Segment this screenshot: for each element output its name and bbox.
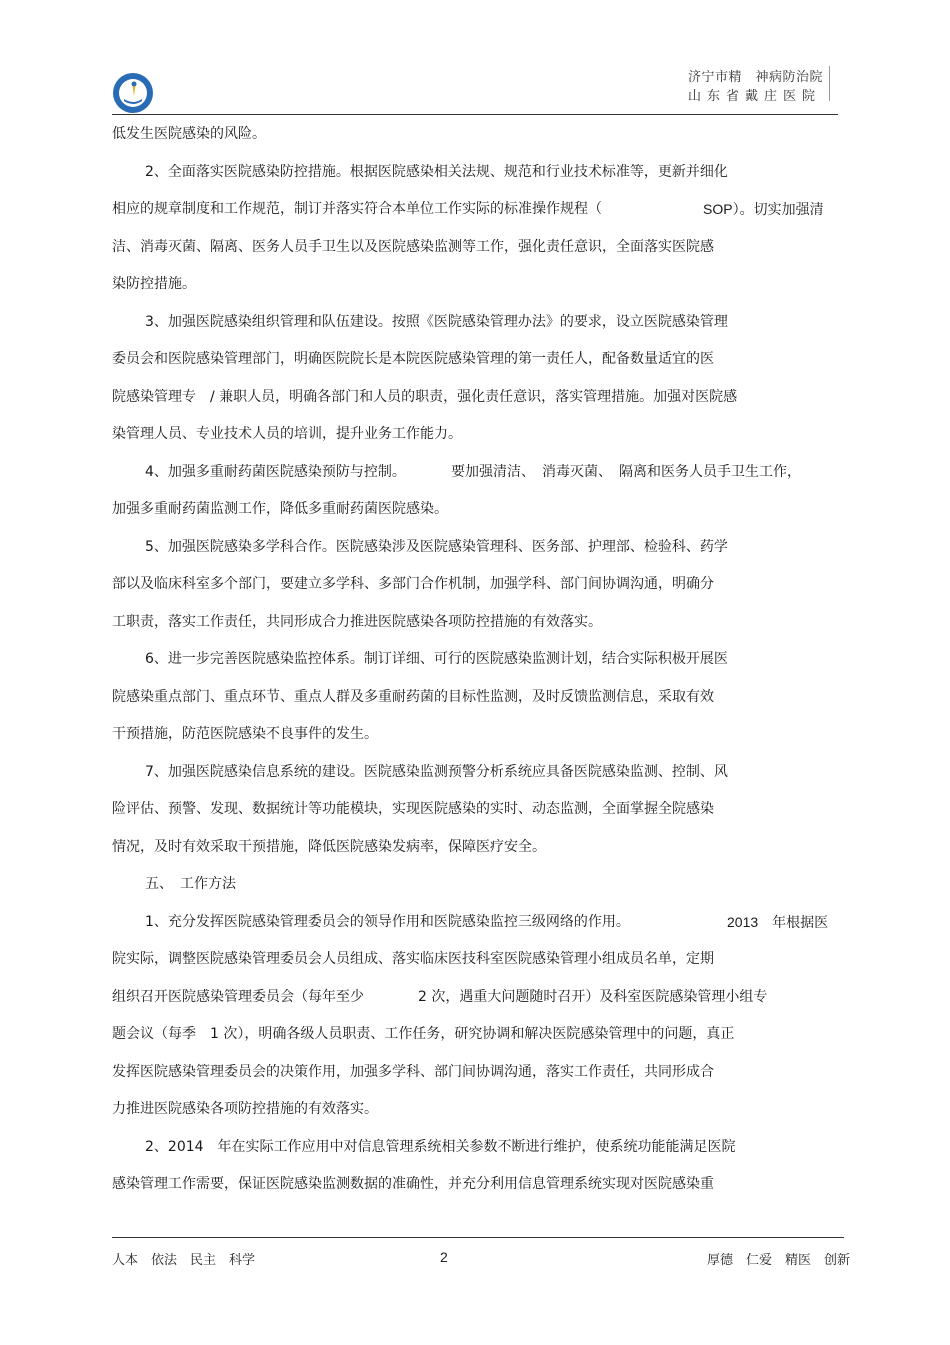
body-line: 题会议（每季 1 次），明确各级人员职责、工作任务，研究协调和解决医院感染管理中的问题，真正 <box>112 1026 735 1042</box>
body-line: 染防控措施。 <box>112 276 196 292</box>
item4-tail-fragment: 要加强清洁、 消毒灭菌、 隔离和医务人员手卫生工作， <box>451 464 801 480</box>
footer-motto-left: 人本 依法 民主 科学 <box>112 1253 256 1268</box>
hospital-name-line1: 济宁市精 神病防治院 <box>688 70 824 85</box>
body-line: 情况，及时有效采取干预措施，降低医院感染发病率，保障医疗安全。 <box>112 839 546 855</box>
body-line: 院实际，调整医院感染管理委员会人员组成、落实临床医技科室医院感染管理小组成员名单，定期 <box>112 951 714 967</box>
body-line: 6、进一步完善医院感染监控体系。制订详细、可行的医院感染监测计划，结合实际积极开展医 <box>145 651 728 667</box>
body-line: 感染管理工作需要，保证医院感染监测数据的准确性，并充分利用信息管理系统实现对医院感染重 <box>112 1176 714 1192</box>
body-line: 1、充分发挥医院感染管理委员会的领导作用和医院感染监控三级网络的作用。 <box>145 914 630 930</box>
body-line: 发挥医院感染管理委员会的决策作用，加强多学科、部门间协调沟通，落实工作责任，共同形成合 <box>112 1064 714 1080</box>
body-line: 染管理人员、专业技术人员的培训，提升业务工作能力。 <box>112 426 462 442</box>
year-2013-fragment: 2013 年根据医 <box>727 914 829 930</box>
body-line: 险评估、预警、发现、数据统计等功能模块，实现医院感染的实时、动态监测，全面掌握全院感染 <box>112 801 714 817</box>
body-line: 2、全面落实医院感染防控措施。根据医院感染相关法规、规范和行业技术标准等，更新并细化 <box>145 164 728 180</box>
section-heading: 五、 工作方法 <box>145 876 236 892</box>
body-line: 5、加强医院感染多学科合作。医院感染涉及医院感染管理科、医务部、护理部、检验科、药学 <box>145 539 728 555</box>
body-line: 7、加强医院感染信息系统的建设。医院感染监测预警分析系统应具备医院感染监测、控制、风 <box>145 764 728 780</box>
body-line: 部以及临床科室多个部门，要建立多学科、多部门合作机制，加强学科、部门间协调沟通，明确分 <box>112 576 714 592</box>
body-line: 3、加强医院感染组织管理和队伍建设。按照《医院感染管理办法》的要求，设立医院感染管理 <box>145 314 728 330</box>
sop-fragment: SOP）。切实加强清 <box>703 201 824 217</box>
body-line: 院感染重点部门、重点环节、重点人群及多重耐药菌的目标性监测，及时反馈监测信息，采取有效 <box>112 689 714 705</box>
body-line: 洁、消毒灭菌、隔离、医务人员手卫生以及医院感染监测等工作，强化责任意识，全面落实医院感 <box>112 239 714 255</box>
body-line: 相应的规章制度和工作规范，制订并落实符合本单位工作实际的标准操作规程（ <box>112 201 602 217</box>
body-line: 力推进医院感染各项防控措施的有效落实。 <box>112 1101 378 1117</box>
body-line: 委员会和医院感染管理部门，明确医院院长是本院医院感染管理的第一责任人，配备数量适宜的医 <box>112 351 714 367</box>
body-line: 2、2014 年在实际工作应用中对信息管理系统相关参数不断进行维护，使系统功能能满足医院 <box>145 1139 736 1155</box>
body-line: 加强多重耐药菌监测工作，降低多重耐药菌医院感染。 <box>112 501 448 517</box>
body-line: 组织召开医院感染管理委员会（每年至少 <box>112 989 364 1005</box>
footer-rule <box>112 1237 844 1238</box>
body-line: 低发生医院感染的风险。 <box>112 126 266 142</box>
body-line: 4、加强多重耐药菌医院感染预防与控制。 <box>145 464 406 480</box>
header-divider <box>829 66 830 101</box>
body-line: 院感染管理专 / 兼职人员，明确各部门和人员的职责，强化责任意识，落实管理措施。加强对医院感 <box>112 389 738 405</box>
hospital-logo-icon <box>112 72 154 114</box>
page-number: 2 <box>440 1249 448 1265</box>
header-rule <box>112 114 838 115</box>
body-line: 干预措施，防范医院感染不良事件的发生。 <box>112 726 378 742</box>
body-line: 工职责，落实工作责任，共同形成合力推进医院感染各项防控措施的有效落实。 <box>112 614 602 630</box>
twice-fragment: 2 次，遇重大问题随时召开）及科室医院感染管理小组专 <box>418 989 768 1005</box>
hospital-name-line2: 山东省戴庄医院 <box>688 89 822 104</box>
footer-motto-right: 厚德 仁爱 精医 创新 <box>707 1253 851 1268</box>
